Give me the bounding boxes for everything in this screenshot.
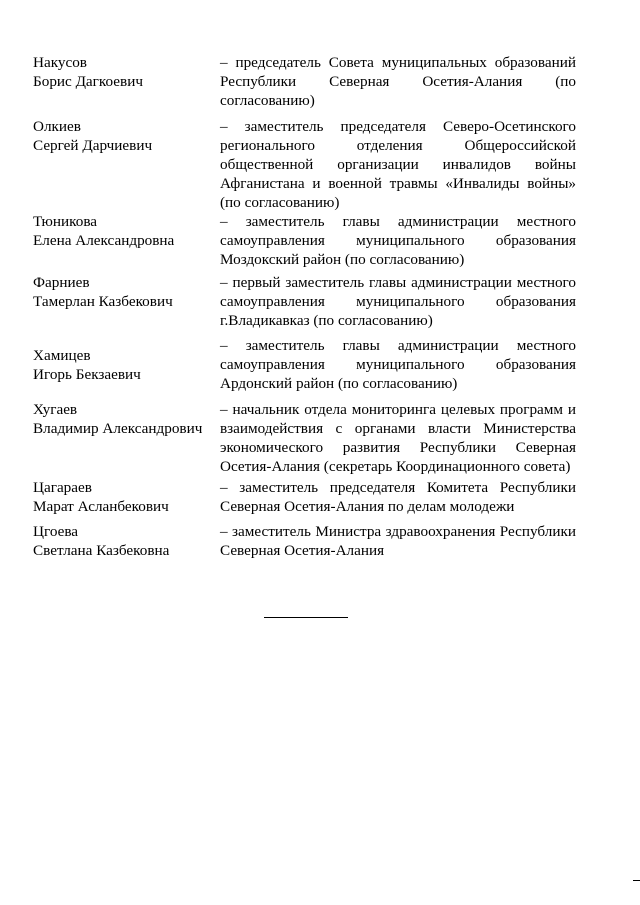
- member-given-names: Игорь Бекзаевич: [33, 366, 141, 383]
- member-name: [33, 522, 218, 560]
- member-name: [33, 273, 218, 311]
- member-given-names: Сергей Дарчиевич: [33, 137, 153, 154]
- member-given-names: Елена Александровна: [33, 232, 175, 249]
- member-name: [33, 346, 218, 384]
- member-given-names: Борис Дагкоевич: [33, 73, 143, 90]
- member-given-names: Владимир Александрович: [33, 420, 203, 437]
- member-description: – заместитель главы администрации местного самоуправления муниципального образования Ардонский район (по согласованию): [220, 337, 576, 392]
- member-name: [33, 53, 218, 91]
- member-surname: Цагараев: [33, 479, 92, 496]
- member-description: – начальник отдела мониторинга целевых программ и взаимодействия с органами власти Министерства экономического развития Республики Северная Осетия-Алания (секретарь Координационного совета): [220, 401, 576, 475]
- member-description: – заместитель председателя Северо-Осетинского регионального отделения Общероссийской общественной организации инвалидов войны Афганистана и военной травмы «Инвалиды войны» (по согласованию): [220, 118, 576, 211]
- member-name: [33, 117, 218, 155]
- member-surname: Хамицев: [33, 347, 91, 364]
- member-name: [33, 478, 218, 516]
- member-surname: Хугаев: [33, 401, 78, 418]
- member-description: – заместитель главы администрации местного самоуправления муниципального образования Моздокский район (по согласованию): [220, 213, 576, 268]
- member-surname: Накусов: [33, 54, 87, 71]
- member-surname: Фарниев: [33, 274, 90, 291]
- member-name: [33, 400, 218, 438]
- closing-rule: [264, 617, 348, 618]
- member-given-names: Марат Асланбекович: [33, 498, 169, 515]
- member-description: – заместитель председателя Комитета Республики Северная Осетия-Алания по делам молодежи: [220, 479, 576, 515]
- member-surname: Олкиев: [33, 118, 81, 135]
- member-name: [33, 212, 218, 250]
- page-edge-mark: [633, 880, 640, 881]
- member-surname: Цгоева: [33, 523, 79, 540]
- member-given-names: Тамерлан Казбекович: [33, 293, 173, 310]
- member-description: – заместитель Министра здравоохранения Республики Северная Осетия-Алания: [220, 523, 576, 559]
- member-description: – первый заместитель главы администрации местного самоуправления муниципального образования г.Владикавказ (по согласованию): [220, 274, 576, 329]
- member-description: – председатель Совета муниципальных образований Республики Северная Осетия-Алания (по согласованию): [220, 54, 576, 109]
- member-given-names: Светлана Казбековна: [33, 542, 170, 559]
- member-surname: Тюникова: [33, 213, 98, 230]
